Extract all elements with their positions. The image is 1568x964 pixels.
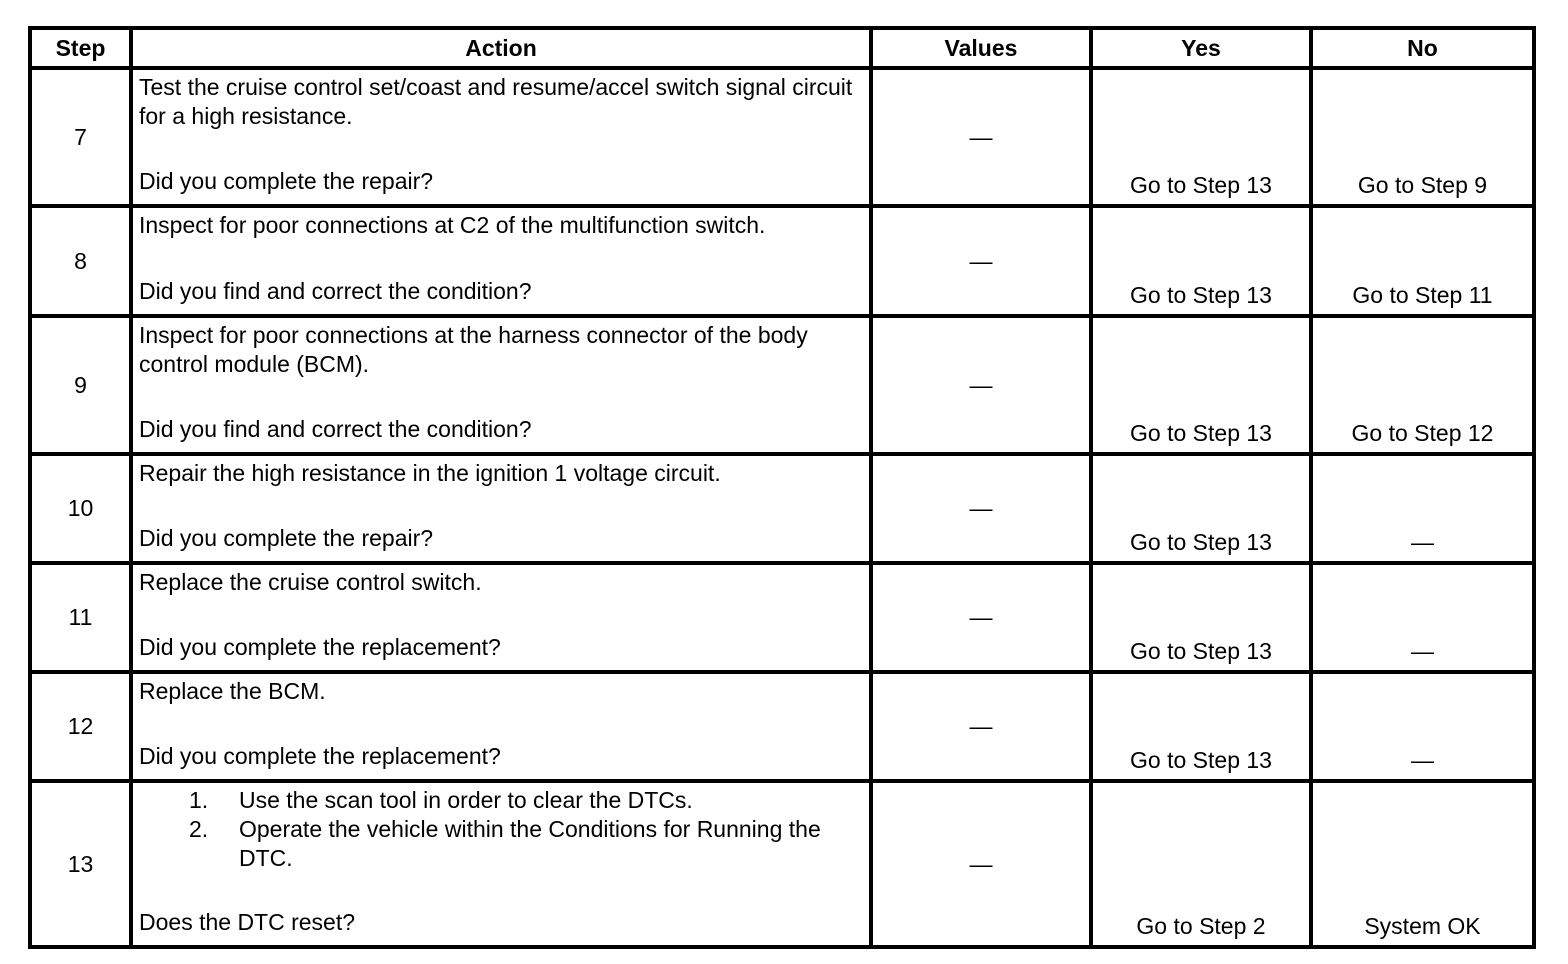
action-cell <box>131 781 871 947</box>
yes-cell <box>1091 781 1311 947</box>
step-number: 11 <box>30 563 131 672</box>
yes-cell <box>1091 316 1311 454</box>
values-cell: — <box>871 68 1091 206</box>
yes-cell <box>1091 672 1311 781</box>
action-text: Replace the BCM. <box>139 678 326 704</box>
diagnostic-table <box>28 26 1536 949</box>
action-cell <box>131 454 871 563</box>
table-row <box>30 206 1534 316</box>
values-cell: — <box>871 454 1091 563</box>
step-number: 7 <box>30 68 131 206</box>
no-cell <box>1311 563 1534 672</box>
yes-result: Go to Step 13 <box>1130 172 1272 198</box>
substep-text: Operate the vehicle within the Conditions for Running the DTC. <box>239 816 821 871</box>
yes-result: Go to Step 13 <box>1130 282 1272 308</box>
substep-number: 2. <box>189 816 209 842</box>
action-question: Did you find and correct the condition? <box>139 278 532 304</box>
table-row <box>30 316 1534 454</box>
action-cell <box>131 316 871 454</box>
no-cell <box>1311 672 1534 781</box>
yes-result: Go to Step 13 <box>1130 638 1272 664</box>
yes-cell <box>1091 206 1311 316</box>
substep-list <box>139 786 863 873</box>
action-cell <box>131 672 871 781</box>
action-question: Did you complete the replacement? <box>139 743 501 769</box>
action-text: Inspect for poor connections at C2 of the multifunction switch. <box>139 212 766 238</box>
step-number: 8 <box>30 206 131 316</box>
no-cell <box>1311 68 1534 206</box>
no-result: Go to Step 9 <box>1357 172 1488 198</box>
table-row <box>30 781 1534 947</box>
values-cell: — <box>871 563 1091 672</box>
step-number: 10 <box>30 454 131 563</box>
action-text: Replace the cruise control switch. <box>139 569 482 595</box>
substep-text: Use the scan tool in order to clear the DTCs. <box>239 787 693 813</box>
no-result: Go to Step 12 <box>1351 420 1494 446</box>
yes-result: Go to Step 13 <box>1130 529 1272 555</box>
yes-cell <box>1091 68 1311 206</box>
yes-cell <box>1091 563 1311 672</box>
action-question: Did you complete the repair? <box>139 168 434 194</box>
no-cell <box>1311 781 1534 947</box>
no-result: — <box>1411 529 1434 555</box>
yes-result: Go to Step 2 <box>1136 913 1266 939</box>
action-text: Test the cruise control set/coast and resume/accel switch signal circuit for a high resistance. <box>139 74 853 129</box>
header-no: No <box>1311 28 1534 68</box>
action-text: Repair the high resistance in the ignition 1 voltage circuit. <box>139 460 721 486</box>
step-number: 13 <box>30 781 131 947</box>
action-text: Inspect for poor connections at the harness connector of the body control module (BCM). <box>139 322 808 377</box>
no-result: — <box>1411 747 1434 773</box>
list-item <box>189 815 863 873</box>
yes-cell <box>1091 454 1311 563</box>
action-cell <box>131 563 871 672</box>
table-row <box>30 68 1534 206</box>
values-cell: — <box>871 781 1091 947</box>
yes-result: Go to Step 13 <box>1130 747 1272 773</box>
action-question: Did you find and correct the condition? <box>139 416 532 442</box>
table-row <box>30 672 1534 781</box>
header-step: Step <box>30 28 131 68</box>
list-item <box>189 786 863 815</box>
values-cell: — <box>871 672 1091 781</box>
table-row <box>30 563 1534 672</box>
action-question: Did you complete the replacement? <box>139 634 501 660</box>
no-result: Go to Step 11 <box>1352 282 1493 308</box>
yes-result: Go to Step 13 <box>1130 420 1272 446</box>
no-cell <box>1311 454 1534 563</box>
no-cell <box>1311 316 1534 454</box>
no-result: — <box>1411 638 1434 664</box>
step-number: 9 <box>30 316 131 454</box>
action-question: Does the DTC reset? <box>139 909 356 935</box>
action-cell <box>131 68 871 206</box>
header-values: Values <box>871 28 1091 68</box>
no-result: System OK <box>1364 913 1481 939</box>
header-action: Action <box>131 28 871 68</box>
values-cell: — <box>871 316 1091 454</box>
table-row <box>30 454 1534 563</box>
header-row <box>30 28 1534 68</box>
action-question: Did you complete the repair? <box>139 525 434 551</box>
substep-number: 1. <box>189 787 209 813</box>
values-cell: — <box>871 206 1091 316</box>
step-number: 12 <box>30 672 131 781</box>
header-yes: Yes <box>1091 28 1311 68</box>
no-cell <box>1311 206 1534 316</box>
action-cell <box>131 206 871 316</box>
